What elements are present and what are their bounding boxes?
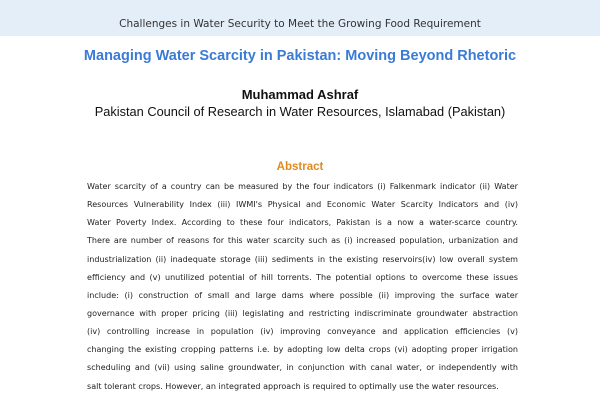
abstract-line: (iv) controlling increase in population (iv) improving conveyance and application efficiencies (v)	[87, 327, 518, 337]
abstract-line: Water scarcity of a country can be measured by the four indicators (i) Falkenmark indicator (ii) Water	[87, 182, 518, 191]
abstract-line: Water Poverty Index. According to these four indicators, Pakistan is a now a water-scarce country.	[87, 218, 518, 228]
abstract-line: efficiency and (v) unutilized potential of hill torrents. The potential options to overcome these issues	[87, 272, 518, 282]
abstract-line: changing the existing cropping patterns i.e. by adopting low delta crops (vi) adopting proper irrigation	[87, 345, 518, 355]
abstract-line: There are number of reasons for this water scarcity such as (i) increased population, urbanization and	[87, 236, 518, 246]
abstract-line: governance with proper pricing (iii) legislating and restricting indiscriminate groundwater abstraction	[87, 308, 518, 318]
abstract-line: industrialization (ii) inadequate storage (iii) sediments in the existing reservoirs(iv) low overall system	[87, 254, 518, 264]
abstract-line: salt tolerant crops. However, an integrated approach is required to optimally use the water resources.	[87, 381, 499, 391]
abstract-line: include: (i) construction of small and large dams where possible (ii) improving the surface water	[87, 290, 518, 300]
paper-title: Managing Water Scarcity in Pakistan: Moving Beyond Rhetoric	[83, 48, 517, 64]
series-title: Challenges in Water Security to Meet the Growing Food Requirement	[119, 18, 481, 30]
abstract-heading: Abstract	[276, 161, 324, 173]
abstract-body	[87, 178, 518, 396]
author-affiliation: Pakistan Council of Research in Water Resources, Islamabad (Pakistan)	[94, 104, 506, 119]
abstract-line: scheduling and (vii) using saline groundwater, in conjunction with canal water, or independently with	[87, 363, 518, 373]
abstract-line: Resources Vulnerability Index (iii) IWMI's Physical and Economic Water Scarcity Indicators and (iv)	[87, 200, 518, 210]
author-name: Muhammad Ashraf	[241, 87, 359, 102]
